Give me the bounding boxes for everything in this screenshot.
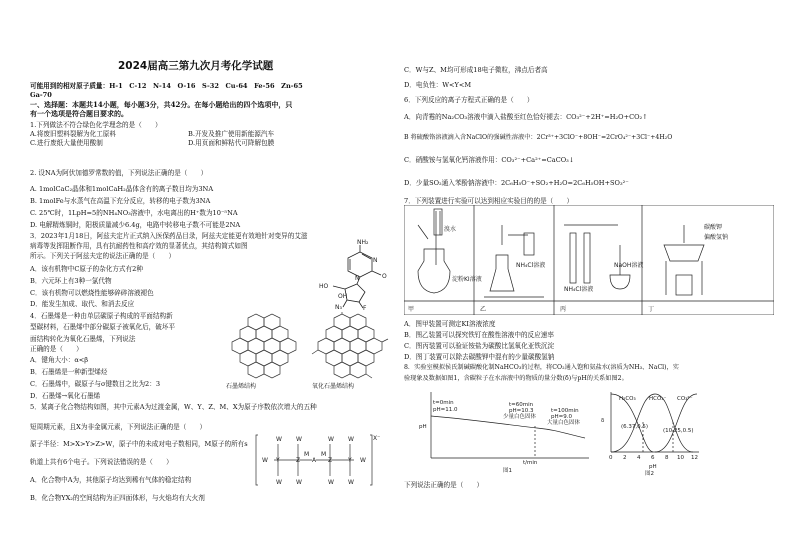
q2-option-a: A. 1molCaC₂晶体和1molCaH₂晶体含有的离子数目均为3NA [30, 185, 214, 193]
graphene-oxide-figure [306, 312, 392, 380]
mol-label: N [373, 257, 378, 264]
q6-option-d: D．少量SO₂通入苯酚钠溶液中：2C₆H₅O⁻+SO₂+H₂O=2C₆H₅OH+SO₃²⁻ [404, 179, 629, 187]
q7-panel-label: 丙 [560, 306, 567, 313]
struct-atom: W [296, 479, 302, 486]
mol-label: N [355, 275, 360, 282]
q7-stem: 7．下列装置进行实验可以达到相应实验目的的是（ ） [404, 197, 574, 205]
q7-fig-label: 溴水 [444, 226, 457, 233]
mol-label: F [363, 305, 367, 310]
azvudine-structure-figure [305, 238, 397, 310]
q7-panel-label: 丁 [648, 306, 655, 313]
q6-option-b: B 将硫酸铬溶液滴入含NaClO的强碱性溶液中：2Cr³⁺+3ClO⁻+8OH⁻=2CrO₄²⁻+3Cl⁻+4H₂O [404, 134, 673, 141]
struct-atom: Z [296, 457, 301, 464]
q5-line-4: 轨道上共有6个电子。下列说法错误的是（ ） [30, 458, 173, 466]
struct-atom: W [276, 479, 282, 486]
q7-fig-label: NH₄Cl溶液 [564, 286, 594, 293]
q3-option-c: C．该有机物可以燃烧性能够碎碎溶液褪色 [30, 289, 154, 297]
q8-line-1: 8．实验室模拟侯氏制碱碳酸化制NaHCO₃的过程，将CO₂通入饱和氨盐水(溶质为NH₃、NaCl)，实 [404, 364, 679, 371]
struct-atom: A [312, 457, 317, 464]
q1-option-c: C.进行废纸大量使用酸制 [30, 139, 103, 147]
fig1-label: 大量白色固体 [547, 420, 581, 426]
q7-panel-label: 甲 [408, 306, 415, 313]
q7-apparatus-figure [404, 205, 774, 315]
q4-option-c: C．石墨烯中，碳原子与σ键数目之比为2：3 [30, 380, 161, 388]
q4-option-a: A．键角大小：α<β [30, 356, 89, 364]
q3-option-b: B．六元环上有3种一氯代物 [30, 277, 112, 285]
fig2-label: pH [649, 464, 657, 470]
q5-line-3: 原子半径：M>X>Y>Z>W，原子中的未成对电子数相同，M原子的所有s [30, 440, 248, 448]
fig1-label: pH=10.3 [509, 408, 534, 414]
q7-option-c: C．图丙装置可以验证铵盐为碳酸比氢氧化亚铁沉淀 [404, 342, 555, 350]
q7-fig-label: NaOH溶液 [614, 262, 644, 269]
q3-option-d: D．能发生加成、取代、和消去反应 [30, 300, 135, 308]
fig1-label: 少量白色固体 [503, 414, 537, 420]
q5-line-1: 5．某离子化合物结构如图，其中元素A为过渡金属，W、Y、Z、M、X为原子序数依次增大的五种 [30, 403, 317, 411]
q4-line-2: 型碳材料，石墨烯中部分碳原子被氧化后，破坏平 [30, 323, 176, 331]
fig1-label: pH [419, 424, 427, 430]
q4-line-4: 正确的是（ ） [30, 345, 83, 353]
mol-label: HO [319, 283, 329, 290]
fig2-label: (6.37,0.5) [621, 424, 649, 430]
fig2-label: (10.25,0.5) [663, 428, 694, 434]
struct-atom: W [296, 436, 302, 443]
q4-option-b: B．石墨烯是一种新型烯烃 [30, 368, 108, 376]
q3-line-3: 所示。下列关于阿兹夫定的说法正确的是（ ） [30, 252, 176, 260]
section-heading: 一、选择题：本题共14小题，每小题3分，共42分。在每小题给出的四个选项中，只 [30, 100, 293, 109]
q7-panel-label: 乙 [480, 306, 487, 313]
struct-atom: W [328, 436, 334, 443]
fig2-caption: 图2 [645, 471, 654, 476]
q2-option-d: D. 电解精炼铜时，阳极质量减少6.4g，电路中转移电子数不可能是2NA [30, 221, 241, 229]
fig2-tick: 12 [691, 455, 698, 461]
fig1-label: pH=9.0 [551, 414, 572, 420]
struct-atom: W [360, 457, 366, 464]
fig2-label: H₂CO₃ [619, 396, 636, 402]
fig1-label: t/min [523, 460, 538, 466]
q5-option-d: D．电负性：W<Y<M [404, 81, 472, 89]
q5-option-c: C．W与Z、M均可形成18电子微粒，沸点后者高 [404, 66, 548, 74]
fig2-tick: 4 [637, 455, 641, 461]
q2-stem: 2. 设NA为阿伏加德罗常数的值，下列说法正确的是（ ） [30, 169, 208, 177]
struct-atom: W [276, 436, 282, 443]
struct-atom: M [304, 451, 310, 458]
q2-option-c: C. 25℃时，1LpH=5的NH₄NO₃溶液中，水电离出的H⁺数为10⁻⁵NA [30, 209, 238, 217]
q7-fig-label: 碳酸钾 [704, 224, 723, 231]
fig2-tick: 8 [665, 455, 669, 461]
q1-option-b: B.开发及推广使用新能源汽车 [188, 130, 275, 138]
mol-label: N₃ [335, 304, 342, 310]
atomic-masses: 可能用到的相对原子质量：H-1 C-12 N-14 O-16 S-32 Cu-64 Fe-56 Zn-65 [30, 82, 303, 90]
q7-option-a: A．图甲装置可测定KI溶液浓度 [404, 320, 496, 328]
q7-fig-label: NH₄Cl溶液 [516, 262, 546, 269]
mol-label: O [382, 273, 387, 280]
graphene-caption: 石墨烯结构 [226, 383, 257, 390]
q4-line-1: 4．石墨烯是一种由单层碳原子构成的平面结构新 [30, 312, 173, 320]
fig2-tick: 2 [623, 455, 627, 461]
struct-atom: W [262, 457, 268, 464]
struct-atom: Z [328, 457, 333, 464]
q8-stem: 下列说法正确的是（ ） [404, 481, 484, 489]
exam-title: 2024届高三第九次月考化学试题 [118, 60, 274, 72]
fig2-tick: 6 [651, 455, 655, 461]
q3-line-1: 3．2023年1月18日，阿兹夫定片正式纳入医保药品目录，阿兹夫定能更有效地针对变异的艾滋 [30, 232, 308, 240]
q6-option-c: C．硝酸铵与氢氧化钙溶液作用：CO₃²⁻+Ca²⁺=CaCO₃↓ [404, 156, 575, 164]
q5-line-2: 短周期元素，且X为非金属元素，下列说法正确的是（ ） [30, 423, 207, 431]
fig2-tick: 0 [609, 455, 613, 461]
q5-option-a: A．化合物中A为，其他原子均达到稀有气体的稳定结构 [30, 476, 192, 484]
section-heading-cont: 有一个选项是符合题目要求的。 [30, 109, 128, 118]
struct-atom: W [348, 479, 354, 486]
atomic-masses-cont: Ga-70 [30, 91, 52, 99]
q3-line-2: 病毒等发挥阻断作用，具有抗耐药性和高疗效的显著优点，其结构简式如图 [30, 242, 248, 250]
q8-figure-2 [597, 386, 777, 476]
mol-label: NH₂ [357, 239, 369, 246]
q6-stem: 6．下列反应的离子方程式正确的是（ ） [404, 96, 534, 104]
q1-option-d: D.用页面和鲜粘代可降解包膜 [188, 139, 275, 147]
fig2-label: CO₃²⁻ [677, 396, 693, 402]
struct-atom: M [321, 451, 327, 458]
fig2-label: HCO₃⁻ [649, 396, 667, 402]
ionic-compound-figure [254, 432, 384, 488]
q7-fig-label: 淀粉KI溶液 [452, 276, 482, 283]
q1-stem: 1.下列做法不符合绿色化学理念的是（ ） [30, 121, 162, 129]
q6-option-a: A．向青霉的Na₂CO₃溶液中滴入盐酸至红色恰好褪去：CO₃²⁻+2H⁺=H₂O+CO₂↑ [404, 113, 648, 121]
struct-atom: Y [348, 457, 352, 464]
fig1-label: t=60min [509, 402, 534, 408]
q7-fig-label: 偏酸氢钠 [704, 234, 729, 241]
q3-option-a: A．该有机物中C原子的杂化方式有2种 [30, 265, 143, 273]
mol-label: OH [338, 293, 348, 300]
q2-option-b: B. 1molFe与水蒸气在高温下充分反应，转移的电子数为3NA [30, 197, 211, 205]
graphene-figure [220, 312, 300, 380]
struct-atom: W [328, 479, 334, 486]
q1-option-a: A.将废旧塑料裂解为化工原料 [30, 130, 116, 138]
q7-option-d: D．图丁装置可以除去碳酸钾中混有的少量碳酸氢钠 [404, 353, 555, 361]
fig1-label: pH=11.0 [433, 407, 458, 413]
fig2-tick: 10 [677, 455, 684, 461]
q7-option-b: B．图乙装置可以探究铁钉在酸性溶液中的反应速率 [404, 331, 554, 339]
struct-atom: Y [276, 457, 280, 464]
q5-option-b: B．化合物YX₂的空间结构为正四面体形，与火焰均有大火剂 [30, 494, 205, 502]
fig1-label: t=0min [433, 400, 454, 406]
fig1-caption: 图1 [503, 468, 512, 474]
q8-figure-1 [417, 388, 595, 474]
struct-atom: W [348, 436, 354, 443]
fig2-label: δ [601, 418, 605, 424]
struct-charge: X⁻ [373, 435, 381, 442]
q8-line-2: 验现象及数据如图1，含碳粒子在水溶液中的物质的量分数(δ)与pH的关系如图2。 [404, 375, 628, 382]
q4-option-d: D．石墨烯→氧化石墨烯 [30, 392, 101, 400]
q4-line-3: 面结构转化为氧化石墨烯，下列说法 [30, 335, 136, 343]
graphene-oxide-caption: 氧化石墨烯结构 [312, 383, 355, 390]
fig1-label: t=100min [551, 408, 579, 414]
